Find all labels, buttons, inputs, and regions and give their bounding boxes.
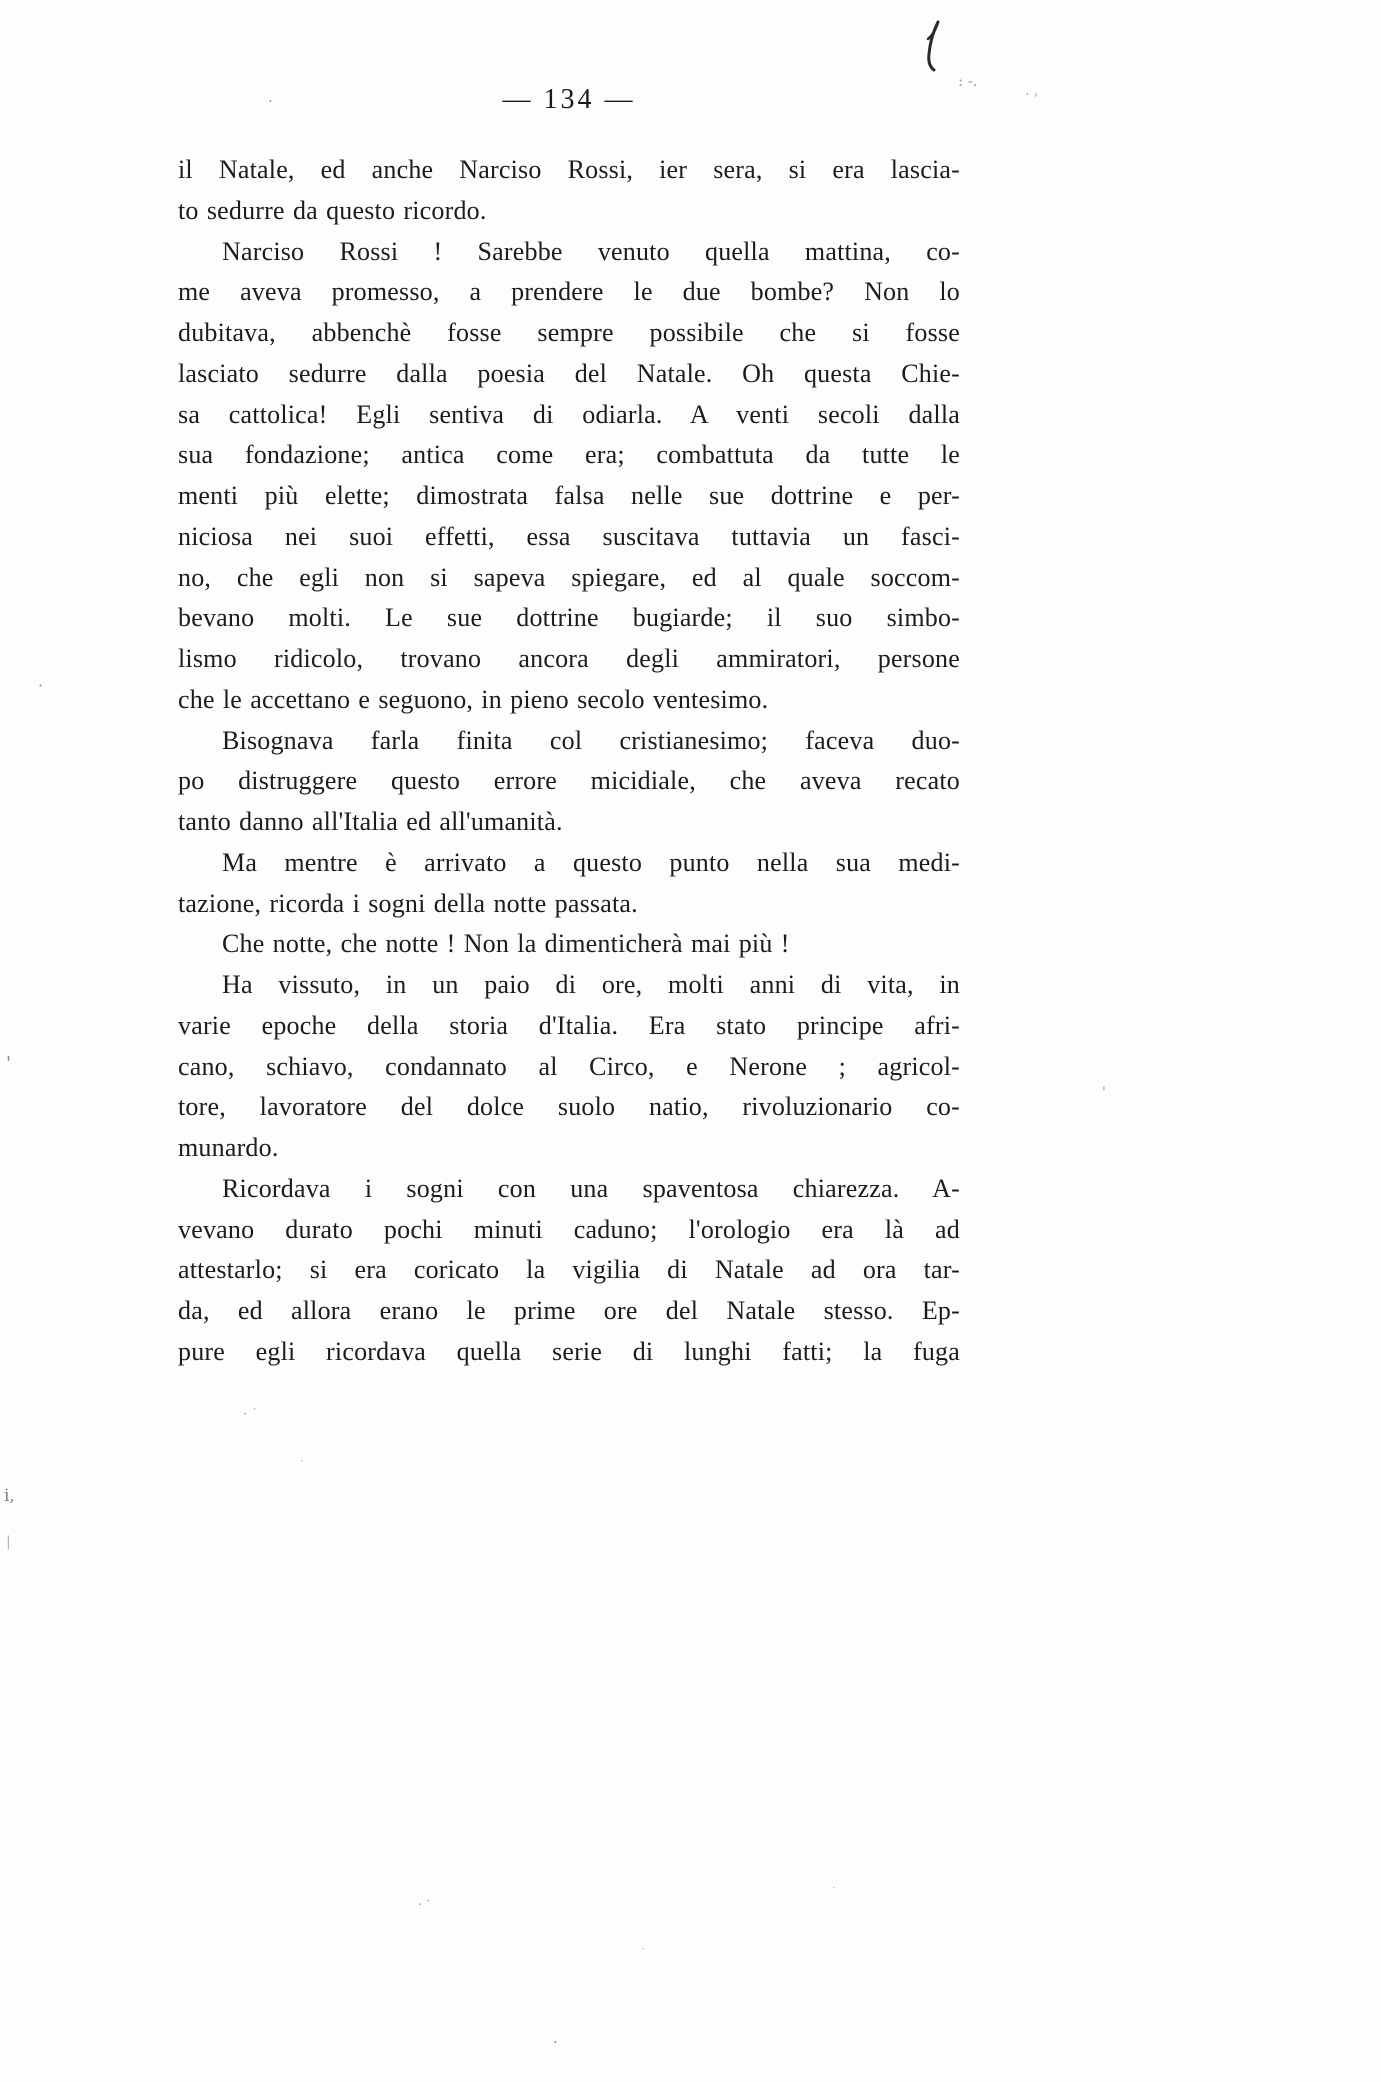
text-line: bevano molti. Le sue dottrine bugiarde; il suo simbo- [178, 603, 960, 633]
text-line: menti più elette; dimostrata falsa nelle sue dottrine e per- [178, 481, 960, 510]
scan-speck: . · [418, 1894, 431, 1909]
text-line: no, che egli non si sapeva spiegare, ed al quale soccom- [178, 562, 960, 592]
text-line: varie epoche della storia d'Italia. Era stato principe afri- [178, 1010, 960, 1040]
text-line: cano, schiavo, condannato al Circo, e Nerone ; agricol- [178, 1051, 960, 1081]
text-line: Narciso Rossi ! Sarebbe venuto quella mattina, co- [222, 236, 960, 266]
text-line: munardo. [178, 1133, 279, 1162]
text-line: Che notte, che notte ! Non la dimenticherà mai più ! [222, 929, 790, 959]
scan-speck: i, [4, 1486, 15, 1506]
text-line: il Natale, ed anche Narciso Rossi, ier sera, si era lascia- [178, 155, 960, 184]
scan-speck: | [6, 1534, 11, 1550]
text-line: to sedurre da questo ricordo. [178, 195, 487, 225]
text-line: tore, lavoratore del dolce suolo natio, rivoluzionario co- [178, 1092, 960, 1122]
text-line: pure egli ricordava quella serie di lunghi fatti; la fuga [178, 1336, 960, 1366]
scan-speck: · [300, 1454, 304, 1468]
scan-speck: · [38, 676, 44, 695]
text-line: tanto danno all'Italia ed all'umanità. [178, 807, 563, 836]
page-number: — 134 — [502, 84, 636, 115]
scan-speck: ' [6, 1053, 11, 1074]
text-line: Bisognava farla finita col cristianesimo; faceva duo- [222, 725, 960, 755]
scan-speck: · ˙ [243, 1407, 258, 1422]
text-line: Ma mentre è arrivato a questo punto nella sua medi- [222, 847, 960, 877]
scan-speck: ˙ [640, 1947, 647, 1962]
text-line: niciosa nei suoi effetti, essa suscitava tuttavia un fasci- [178, 521, 960, 551]
text-line: me aveva promesso, a prendere le due bombe? Non lo [178, 277, 960, 307]
text-line: lasciato sedurre dalla poesia del Natale. Oh questa Chie- [178, 358, 960, 388]
text-line: vevano durato pochi minuti caduno; l'orologio era là ad [178, 1214, 960, 1244]
text-line: Ricordava i sogni con una spaventosa chiarezza. A- [222, 1173, 960, 1203]
text-line: sa cattolica! Egli sentiva di odiarla. A venti secoli dalla [178, 399, 960, 429]
text-line: dubitava, abbenchè fosse sempre possibile che si fosse [178, 318, 960, 347]
text-line: da, ed allora erano le prime ore del Natale stesso. Ep- [178, 1296, 960, 1325]
text-line: che le accettano e seguono, in pieno secolo ventesimo. [178, 684, 769, 714]
scan-speck: : -. [958, 72, 978, 90]
scan-speck: . , [1025, 83, 1039, 99]
scan-speck: · [268, 92, 273, 110]
text-line: Ha vissuto, in un paio di ore, molti anni di vita, in [222, 970, 960, 999]
scan-speck: · [832, 1881, 836, 1895]
body-text [178, 150, 960, 1373]
text-line: lismo ridicolo, trovano ancora degli ammiratori, persone [178, 644, 960, 673]
text-line: po distruggere questo errore micidiale, che aveva recato [178, 766, 960, 796]
scan-speck: · [553, 2033, 558, 2051]
text-line: tazione, ricorda i sogni della notte passata. [178, 888, 638, 918]
ink-mark [916, 20, 946, 77]
text-line: sua fondazione; antica come era; combattuta da tutte le [178, 440, 960, 470]
scan-speck: ' [1102, 1085, 1106, 1101]
text-line: attestarlo; si era coricato la vigilia di Natale ad ora tar- [178, 1255, 960, 1285]
